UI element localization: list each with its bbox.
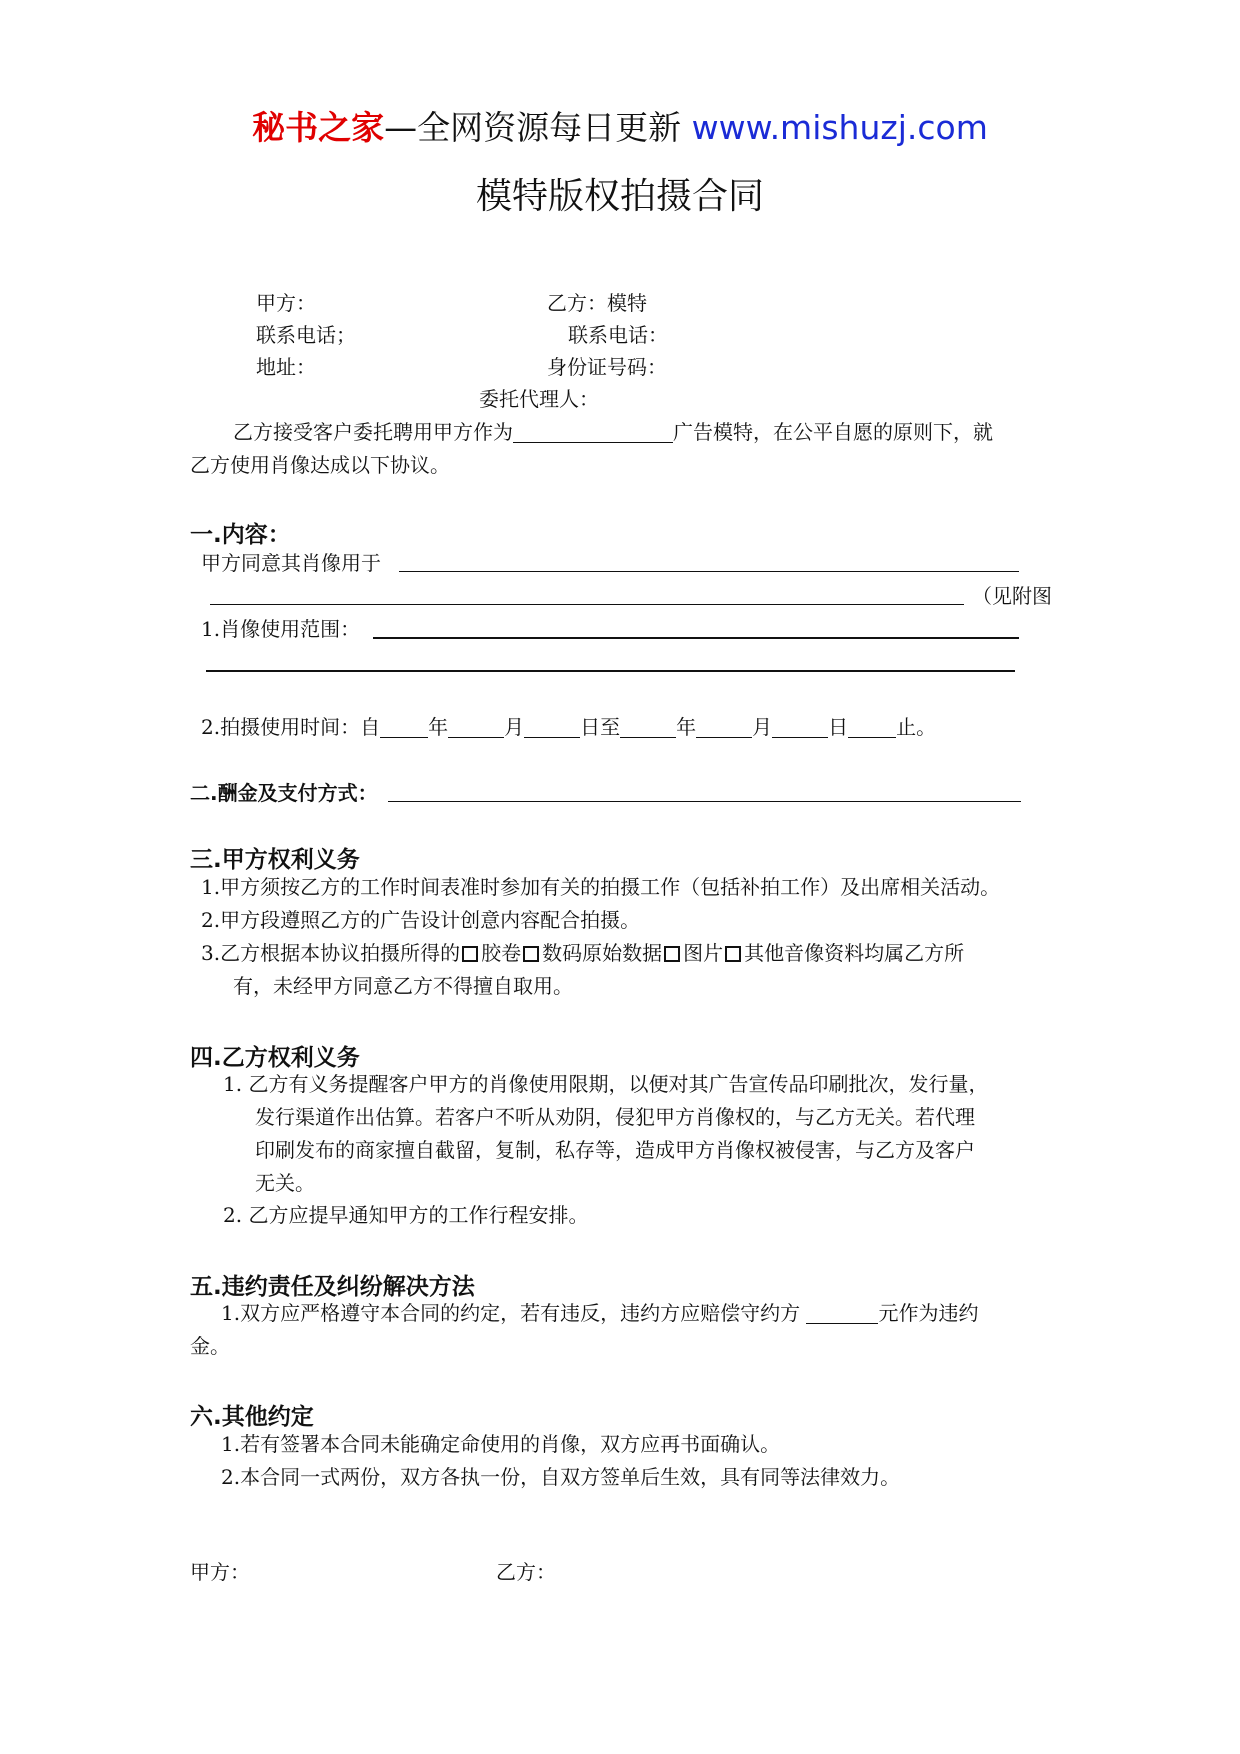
section-5-item-1-line-2: 金。	[190, 1334, 230, 1358]
section-1-heading: 一.内容：	[190, 522, 291, 548]
usage-scope-blank-line-2[interactable]	[206, 670, 1015, 672]
start-year-unit: 年	[428, 715, 449, 739]
end-year-blank[interactable]	[620, 717, 676, 738]
photo-label: 图片	[683, 941, 724, 965]
time-end-text: 止。	[896, 715, 937, 739]
end-day-unit: 日	[828, 715, 849, 739]
party-a-phone: 联系电话；	[256, 323, 356, 347]
section-3-heading: 三.甲方权利义务	[190, 847, 360, 873]
party-b-phone: 联系电话：	[568, 323, 668, 347]
intro-text-part2: 广告模特，在公平自愿的原则下，就	[673, 420, 993, 444]
start-day-unit: 日至	[580, 715, 621, 739]
section-4-item-1-line-2: 发行渠道作出估算。若客户不听从劝阴，侵犯甲方肖像权的，与乙方无关。若代理	[255, 1105, 975, 1129]
usage-scope-blank-line-1[interactable]	[373, 637, 1019, 639]
section-5-item-1	[221, 1303, 978, 1324]
party-b-id-number: 身份证号码：	[547, 355, 667, 379]
digital-data-checkbox[interactable]	[523, 946, 539, 962]
section-3-item-3-prefix: 3.乙方根据本协议拍摄所得的	[201, 941, 461, 965]
party-b-label: 乙方：模特	[547, 291, 647, 315]
portrait-use-label: 甲方同意其肖像用于	[201, 551, 381, 575]
section-5-text-part2: 元作为违约	[878, 1301, 979, 1325]
section-4-heading: 四.乙方权利义务	[190, 1045, 360, 1071]
section-3-item-1: 1.甲方须按乙方的工作时间表准时参加有关的拍摄工作（包括补拍工作）及出席相关活动。	[201, 875, 1001, 899]
start-day-blank[interactable]	[524, 717, 580, 738]
section-4-item-1-line-4: 无关。	[255, 1171, 315, 1195]
end-extra-blank[interactable]	[848, 717, 896, 738]
portrait-use-blank-line-2[interactable]	[210, 604, 964, 605]
shoot-time-label: 2.拍摄使用时间：自	[201, 715, 381, 739]
signature-party-b: 乙方：	[496, 1560, 556, 1584]
photo-checkbox[interactable]	[664, 946, 680, 962]
model-type-blank[interactable]	[513, 422, 673, 443]
section-6-heading: 六.其他约定	[190, 1404, 314, 1430]
intro-line-2: 乙方使用肖像达成以下协议。	[190, 453, 450, 477]
end-year-unit: 年	[676, 715, 697, 739]
intro-text-part1: 乙方接受客户委托聘用甲方作为	[233, 420, 513, 444]
agent-label: 委托代理人：	[479, 387, 599, 411]
end-month-unit: 月	[752, 715, 773, 739]
section-3-item-3	[201, 943, 964, 963]
banner-url-link[interactable]: www.mishuzj.com	[691, 108, 988, 147]
end-month-blank[interactable]	[696, 717, 752, 738]
digital-data-label: 数码原始数据	[542, 941, 663, 965]
see-attached-note: （见附图	[972, 584, 1052, 608]
section-5-text-part1: 1.双方应严格遵守本合同的约定，若有违反，违约方应赔偿守约方	[221, 1301, 801, 1325]
signature-party-a: 甲方：	[190, 1560, 250, 1584]
section-3-item-2: 2.甲方段遵照乙方的广告设计创意内容配合拍摄。	[201, 908, 641, 932]
banner-slogan: —全网资源每日更新	[384, 108, 682, 147]
section-4-item-1-line-3: 印刷发布的商家擅自截留，复制，私存等，造成甲方肖像权被侵害，与乙方及客户	[255, 1138, 975, 1162]
start-month-unit: 月	[504, 715, 525, 739]
section-3-item-3-line-2: 有，未经甲方同意乙方不得擅自取用。	[233, 974, 573, 998]
shoot-time-row	[201, 717, 936, 738]
start-year-blank[interactable]	[380, 717, 428, 738]
party-a-label: 甲方：	[256, 291, 316, 315]
intro-line-1	[233, 422, 993, 443]
portrait-use-blank-line-1[interactable]	[399, 571, 1019, 572]
banner-brand: 秘书之家	[252, 108, 385, 147]
other-media-label: 其他音像资料均属乙方所	[744, 941, 965, 965]
section-2-heading: 二.酬金及支付方式：	[190, 781, 378, 805]
party-a-address: 地址：	[256, 355, 316, 379]
document-title: 模特版权拍摄合同	[475, 176, 764, 217]
section-4-item-2: 2. 乙方应提早通知甲方的工作行程安排。	[223, 1203, 589, 1227]
section-4-item-1-line-1: 1. 乙方有义务提醒客户甲方的肖像使用限期，以便对其广告宣传品印刷批次，发行量，	[223, 1072, 989, 1096]
section-5-heading: 五.违约责任及纠纷解决方法	[190, 1274, 475, 1300]
film-checkbox[interactable]	[462, 946, 478, 962]
film-label: 胶卷	[481, 941, 522, 965]
start-month-blank[interactable]	[448, 717, 504, 738]
section-6-item-2: 2.本合同一式两份，双方各执一份，自双方签单后生效，具有同等法律效力。	[221, 1465, 901, 1489]
penalty-amount-blank[interactable]	[806, 1303, 878, 1324]
site-banner	[0, 102, 1240, 149]
other-media-checkbox[interactable]	[725, 946, 741, 962]
payment-method-blank[interactable]	[388, 801, 1021, 802]
usage-scope-label: 1.肖像使用范围：	[201, 617, 361, 641]
end-day-blank[interactable]	[772, 717, 828, 738]
section-6-item-1: 1.若有签署本合同未能确定命使用的肖像，双方应再书面确认。	[221, 1432, 781, 1456]
